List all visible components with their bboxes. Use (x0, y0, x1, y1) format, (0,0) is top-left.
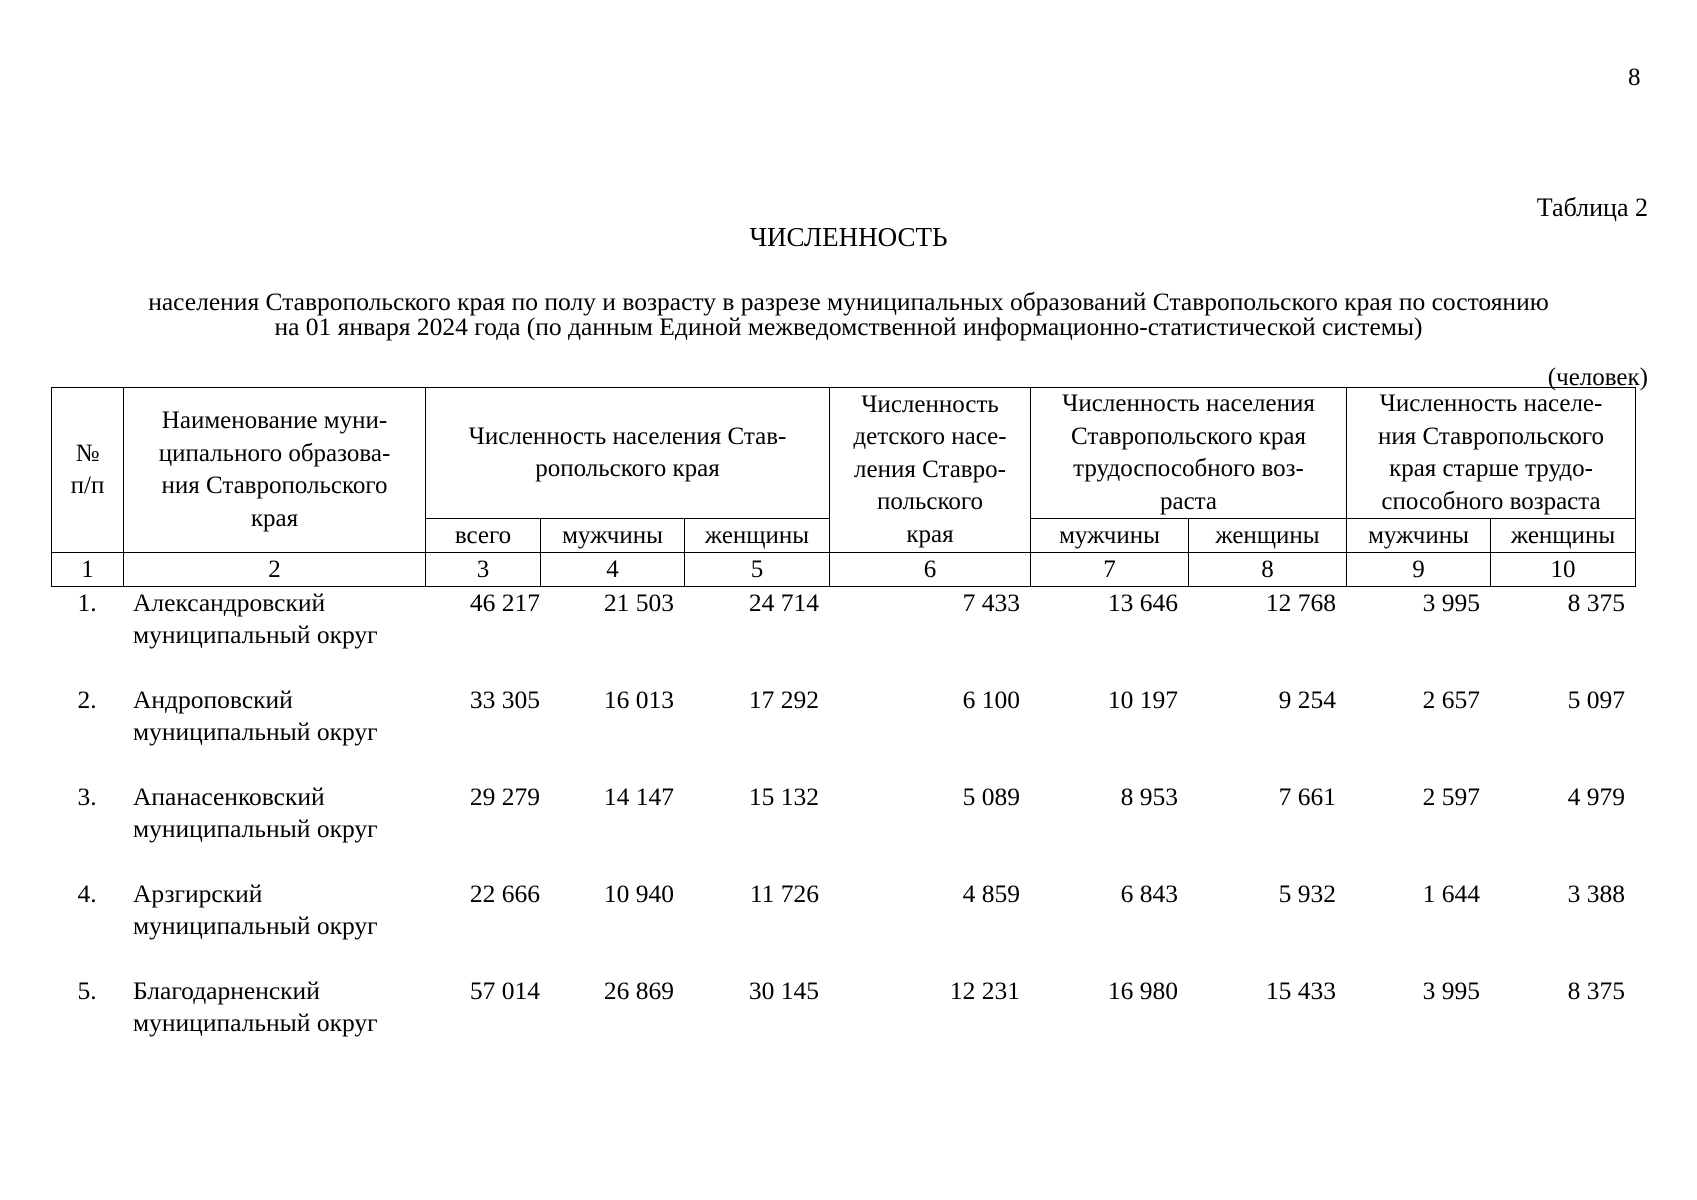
header-sub-work-men: мужчины (1031, 519, 1189, 553)
cell-total: 57 014 (469, 976, 540, 1005)
cell-women: 30 145 (748, 976, 819, 1005)
cell-women: 24 714 (748, 588, 819, 617)
document-title: ЧИСЛЕННОСТЬ (749, 222, 948, 252)
table-row (51, 975, 1635, 1072)
row-index: 4. (77, 879, 97, 908)
header-number-line: № (75, 439, 100, 467)
municipality-name-line: Благодарненский (133, 976, 320, 1005)
row-index: 1. (77, 588, 97, 617)
cell-men: 21 503 (603, 588, 674, 617)
header-group-line: раста (1159, 487, 1218, 515)
row-municipality (123, 878, 425, 975)
municipality-name-line: муниципальный округ (133, 1008, 378, 1037)
header-group-line: Численность населе- (1379, 390, 1603, 417)
header-sub-old-men: мужчины (1347, 519, 1491, 553)
header-total-population-group (426, 388, 830, 519)
cell-work-men: 10 197 (1107, 685, 1178, 714)
row-index: 2. (77, 685, 97, 714)
subtitle-line-1: населения Ставропольского края по полу и возрасту в разрезе муниципальных образований Ставропольского края по состоянию (148, 287, 1549, 316)
table-label: Таблица 2 (1536, 193, 1648, 222)
cell-old-women: 5 097 (1567, 685, 1625, 714)
cell-men: 26 869 (603, 976, 674, 1005)
table-row (51, 684, 1635, 781)
cell-work-women: 7 661 (1278, 782, 1336, 811)
cell-work-women: 15 433 (1265, 976, 1336, 1005)
row-municipality (123, 975, 425, 1072)
header-group-line: Ставропольского края (1071, 422, 1306, 450)
population-table-body (51, 587, 1635, 1072)
column-number: 10 (1491, 553, 1636, 587)
header-name-line: ния Ставропольского (161, 472, 388, 499)
header-children-line: детского насе- (853, 423, 1007, 451)
municipality-name-line: Андроповский (133, 685, 293, 714)
header-group-line: трудоспособного воз- (1073, 455, 1304, 482)
cell-children: 12 231 (949, 976, 1020, 1005)
header-number (52, 388, 124, 553)
cell-total: 22 666 (469, 879, 540, 908)
cell-old-men: 3 995 (1422, 976, 1480, 1005)
table-row (51, 587, 1635, 684)
document-subtitle (56, 289, 1641, 339)
cell-old-women: 8 375 (1567, 588, 1625, 617)
table-row (51, 878, 1635, 975)
cell-total: 33 305 (469, 685, 540, 714)
municipality-name-line: Апанасенковский (133, 782, 325, 811)
cell-old-men: 2 657 (1422, 685, 1480, 714)
header-group-line: Численность населения Став- (468, 422, 787, 450)
header-number-line: п/п (70, 472, 105, 499)
header-name-line: ципального образова- (158, 439, 391, 467)
cell-children: 5 089 (962, 782, 1020, 811)
municipality-name-line: муниципальный округ (133, 620, 378, 649)
header-sub-men: мужчины (541, 519, 685, 553)
column-number: 6 (830, 553, 1031, 587)
header-children-population (830, 388, 1031, 553)
cell-old-women: 3 388 (1567, 879, 1625, 908)
cell-women: 11 726 (749, 879, 819, 908)
cell-old-men: 1 644 (1422, 879, 1480, 908)
column-number: 8 (1189, 553, 1347, 587)
cell-old-women: 4 979 (1567, 782, 1625, 811)
cell-children: 4 859 (962, 879, 1020, 908)
header-group-line: края старше трудо- (1389, 455, 1593, 482)
column-number: 2 (124, 553, 426, 587)
column-number: 4 (541, 553, 685, 587)
unit-label: (человек) (1547, 364, 1648, 391)
row-index: 5. (77, 976, 97, 1005)
cell-work-women: 9 254 (1278, 685, 1336, 714)
header-sub-all: всего (426, 519, 541, 553)
header-children-line: ления Ставро- (854, 455, 1006, 483)
table-row (51, 781, 1635, 878)
column-number: 1 (52, 553, 124, 587)
column-number: 7 (1031, 553, 1189, 587)
cell-work-men: 8 953 (1120, 782, 1178, 811)
row-municipality (123, 684, 425, 781)
header-children-line: польского (876, 488, 984, 516)
cell-total: 46 217 (469, 588, 540, 617)
header-working-age-group (1031, 388, 1347, 519)
cell-men: 16 013 (603, 685, 674, 714)
column-number: 5 (685, 553, 830, 587)
subtitle-line-2: на 01 января 2024 года (по данным Единой межведомственной информационно-статистической системы) (274, 312, 1423, 341)
cell-men: 14 147 (603, 782, 674, 811)
cell-work-men: 16 980 (1107, 976, 1178, 1005)
row-index: 3. (77, 782, 97, 811)
cell-total: 29 279 (469, 782, 540, 811)
municipality-name-line: муниципальный округ (133, 911, 378, 940)
row-municipality (123, 781, 425, 878)
header-sub-women: женщины (685, 519, 830, 553)
cell-old-men: 2 597 (1422, 782, 1480, 811)
header-group-line: ропольского края (535, 455, 720, 482)
column-number: 9 (1347, 553, 1491, 587)
header-older-age-group (1347, 388, 1636, 519)
municipality-name-line: Арзгирский (133, 879, 263, 908)
municipality-name-line: Александровский (133, 588, 326, 617)
header-name-line: Наименование муни- (161, 407, 388, 434)
row-municipality (123, 587, 425, 684)
municipality-name-line: муниципальный округ (133, 814, 378, 843)
cell-work-women: 12 768 (1265, 588, 1336, 617)
cell-women: 17 292 (748, 685, 819, 714)
header-group-line: ния Ставропольского (1378, 422, 1605, 450)
population-table-header (51, 387, 1636, 587)
page-number: 8 (1628, 64, 1641, 91)
cell-women: 15 132 (748, 782, 819, 811)
cell-children: 6 100 (962, 685, 1020, 714)
header-name-line: края (250, 504, 299, 532)
municipality-name-line: муниципальный округ (133, 717, 378, 746)
header-municipality-name (124, 388, 426, 553)
header-children-line: края (906, 520, 954, 548)
cell-children: 7 433 (962, 588, 1020, 617)
cell-work-men: 6 843 (1120, 879, 1178, 908)
header-group-line: способного возраста (1381, 487, 1601, 515)
cell-old-men: 3 995 (1422, 588, 1480, 617)
column-number: 3 (426, 553, 541, 587)
cell-work-men: 13 646 (1107, 588, 1178, 617)
header-group-line: Численность населения (1062, 390, 1315, 417)
header-sub-old-women: женщины (1491, 519, 1636, 553)
cell-old-women: 8 375 (1567, 976, 1625, 1005)
header-children-line: Численность (861, 390, 999, 418)
header-sub-work-women: женщины (1189, 519, 1347, 553)
cell-work-women: 5 932 (1278, 879, 1336, 908)
cell-men: 10 940 (603, 879, 674, 908)
